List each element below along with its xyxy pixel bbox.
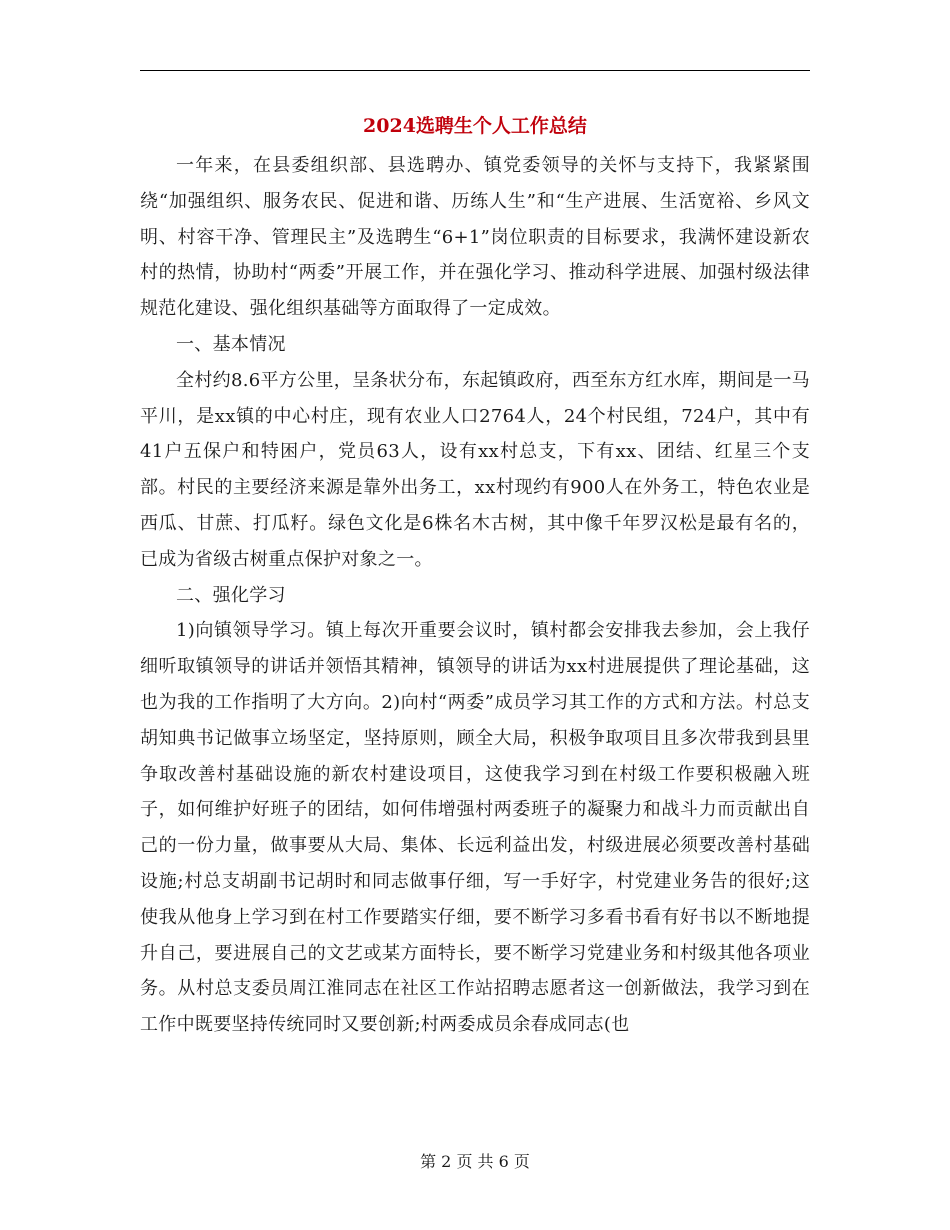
paragraph-intro: 一年来，在县委组织部、县选聘办、镇党委领导的关怀与支持下，我紧紧围绕“加强组织、服务农民、促进和谐、历练人生”和“生产进展、生活宽裕、乡风文明、村容干净、管理民主”及选聘生“6+1”岗位职责的目标要求，我满怀建设新农村的热情，协助村“两委”开展工作，并在强化学习、推动科学进展、加强村级法律规范化建设、强化组织基础等方面取得了一定成效。	[140, 155, 810, 320]
paragraph-study: 1)向镇领导学习。镇上每次开重要会议时，镇村都会安排我去参加，会上我仔细听取镇领导的讲话并领悟其精神，镇领导的讲话为xx村进展提供了理论基础，这也为我的工作指明了大方向。2)向村“两委”成员学习其工作的方式和方法。村总支胡知典书记做事立场坚定，坚持原则，顾全大局，积极争取项目且多次带我到县里争取改善村基础设施的新农村建设项目，这使我学习到在村级工作要积极融入班子，如何维护好班子的团结，如何伟增强村两委班子的凝聚力和战斗力而贡献出自己的一份力量，做事要从大局、集体、长远利益出发，村级进展必须要改善村基础设施;村总支胡副书记胡时和同志做事仔细，写一手好字，村党建业务告的很好;这使我从他身上学习到在村工作要踏实仔细，要不断学习多看书看有好书以不断地提升自己，要进展自己的文艺或某方面特长，要不断学习党建业务和村级其他各项业务。从村总支委员周江淮同志在社区工作站招聘志愿者这一创新做法，我学习到在工作中既要坚持传统同时又要创新;村两委成员余春成同志(也	[140, 620, 810, 1036]
section-heading-basic-info: 一、基本情况	[176, 333, 286, 355]
header-rule	[140, 70, 810, 71]
paragraph-basic-info: 全村约8.6平方公里，呈条状分布，东起镇政府，西至东方红水库，期间是一马平川，是xx镇的中心村庄，现有农业人口2764人，24个村民组，724户，其中有41户五保户和特困户，党员63人，设有xx村总支，下有xx、团结、红星三个支部。村民的主要经济来源是靠外出务工，xx村现约有900人在外务工，特色农业是西瓜、甘蔗、打瓜籽。绿色文化是6株名木古树，其中像千年罗汉松是最有名的，已成为省级古树重点保护对象之一。	[140, 369, 810, 570]
document-body	[140, 148, 810, 1043]
page-number-footer: 第 2 页 共 6 页	[420, 1152, 530, 1171]
section-heading-study: 二、强化学习	[176, 584, 286, 606]
document-title: 2024选聘生个人工作总结	[363, 115, 587, 137]
